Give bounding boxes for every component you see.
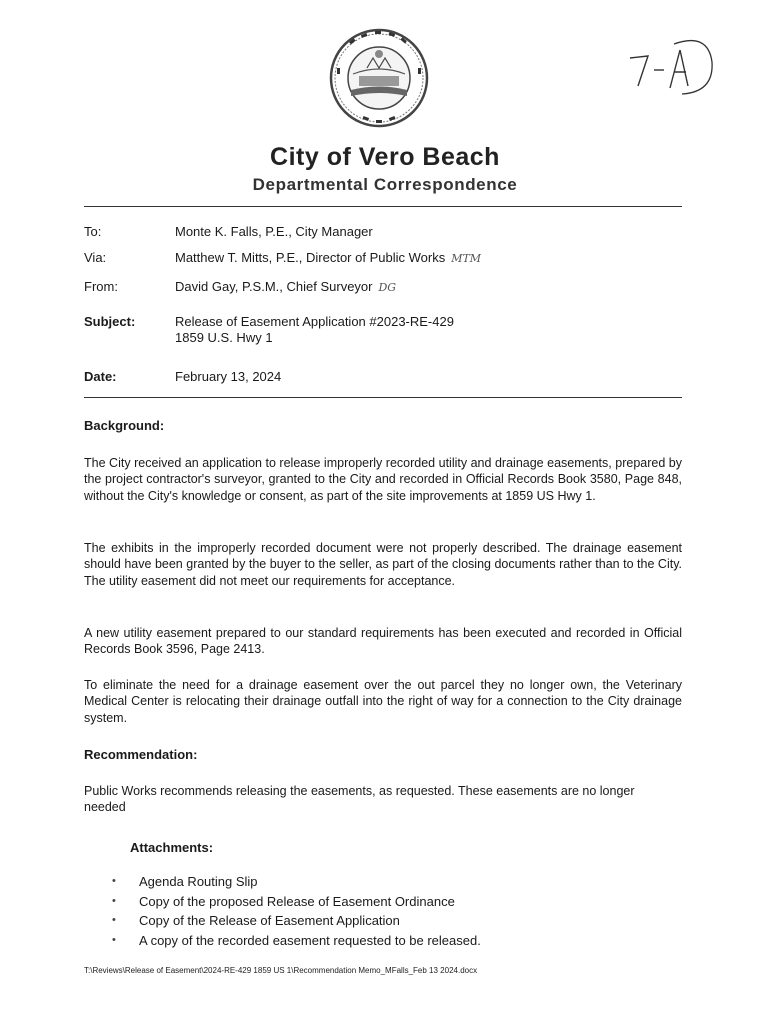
page-title: City of Vero Beach: [270, 143, 500, 171]
list-item: [112, 931, 481, 951]
attachment-label: Copy of the Release of Easement Application: [139, 913, 400, 928]
bullet-icon: •: [112, 875, 116, 887]
file-path-footer: T:\Reviews\Release of Easement\2024-RE-429 1859 US 1\Recommendation Memo_MFalls_Feb 13 2024.docx: [84, 966, 478, 975]
attachment-label: Agenda Routing Slip: [139, 874, 258, 889]
to-value: Monte K. Falls, P.E., City Manager: [175, 224, 373, 239]
background-paragraph-3: A new utility easement prepared to our standard requirements has been executed and recorded in Official Records Book 3596, Page 2413.: [84, 626, 682, 657]
recommendation-heading: Recommendation:: [84, 747, 198, 762]
bullet-icon: •: [112, 914, 116, 926]
via-label: Via:: [84, 250, 107, 265]
memo-divider: [84, 397, 682, 398]
background-paragraph-1: The City received an application to release improperly recorded utility and drainage easements, prepared by the project contractor's surveyor, granted to the City and recorded in Official Records Book 3580, Page 848, without the City's knowledge or consent, as part of the site improvements at 1859 US Hwy 1.: [84, 456, 682, 503]
handwritten-agenda-mark: [612, 28, 722, 98]
attachment-label: A copy of the recorded easement requested to be released.: [139, 932, 481, 948]
bullet-icon: •: [112, 933, 116, 946]
attachment-label: Copy of the proposed Release of Easement Ordinance: [139, 893, 455, 909]
background-paragraph-4: To eliminate the need for a drainage easement over the out parcel they no longer own, the Veterinary Medical Center is relocating their drainage outfall into the right of way for a connection to the City drainage system.: [84, 678, 682, 725]
from-initials: DG: [378, 281, 397, 294]
list-item: [112, 892, 481, 912]
background-paragraph-2: The exhibits in the improperly recorded document were not properly described. The drainage easement should have been granted by the buyer to the seller, as part of the closing documents rather than to the City. The utility easement did not meet our requirements for acceptance.: [84, 541, 682, 588]
subject-line2: 1859 U.S. Hwy 1: [175, 330, 273, 345]
date-value: February 13, 2024: [175, 369, 282, 384]
header-divider: [84, 206, 682, 207]
page-subtitle: Departmental Correspondence: [252, 175, 518, 194]
via-initials: MTM: [451, 252, 482, 265]
list-item: [112, 872, 481, 892]
attachments-list: [112, 872, 481, 950]
city-seal-icon: [329, 28, 429, 128]
subject-line1: Release of Easement Application #2023-RE-429: [175, 314, 454, 329]
from-label: From:: [84, 279, 118, 294]
recommendation-text: Public Works recommends releasing the easements, as requested. These easements are no longer needed: [84, 784, 635, 815]
bullet-icon: •: [112, 894, 116, 907]
subject-label: Subject:: [84, 314, 136, 329]
attachments-heading: Attachments:: [130, 840, 214, 855]
via-value: Matthew T. Mitts, P.E., Director of Public Works: [175, 250, 446, 265]
date-label: Date:: [84, 369, 117, 384]
list-item: [112, 911, 481, 931]
from-value: David Gay, P.S.M., Chief Surveyor: [175, 279, 373, 294]
to-label: To:: [84, 224, 102, 239]
background-heading: Background:: [84, 418, 165, 433]
